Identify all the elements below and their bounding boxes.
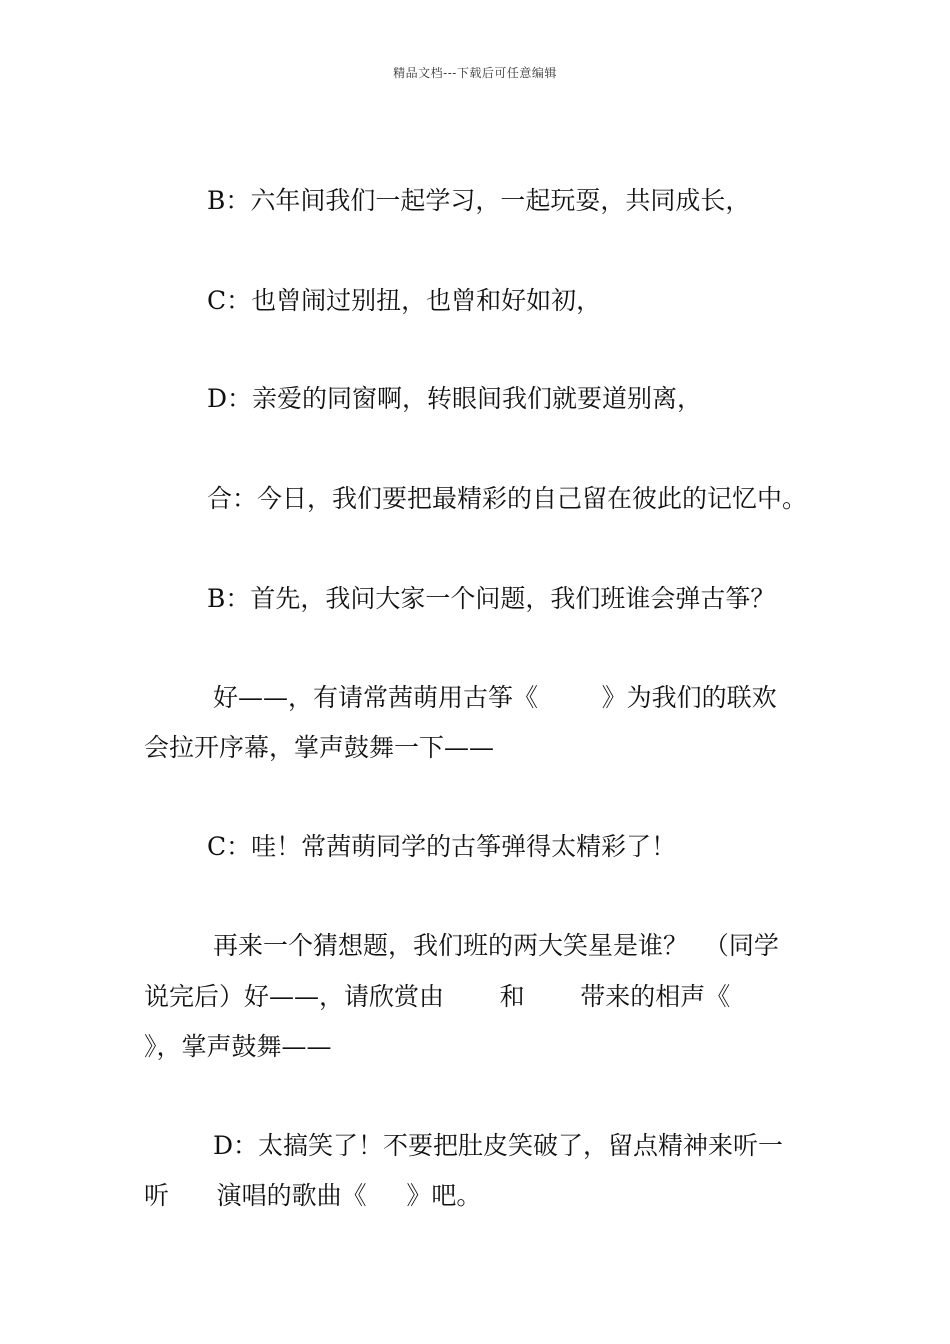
dialogue-line-b1: B：六年间我们一起学习，一起玩耍，共同成长， <box>207 186 751 215</box>
dialogue-line-d2: D：太搞笑了！不要把肚皮笑破了，留点精神来听一 <box>213 1131 784 1160</box>
page-header: 精品文档---下载后可任意编辑 <box>393 66 557 80</box>
paragraph-guzheng-line2: 会拉开序幕，掌声鼓舞一下—— <box>144 733 495 762</box>
dialogue-line-c2: C：哇！常茜萌同学的古筝弹得太精彩了！ <box>207 832 677 861</box>
paragraph-comedy-line1: 再来一个猜想题，我们班的两大笑星是谁？ （同学 <box>213 931 779 960</box>
dialogue-line-d2-cont: 听 演唱的歌曲《 》吧。 <box>144 1181 482 1210</box>
dialogue-line-d1: D：亲爱的同窗啊，转眼间我们就要道别离， <box>207 384 703 413</box>
dialogue-line-b2: B：首先，我问大家一个问题，我们班谁会弹古筝？ <box>207 584 776 613</box>
paragraph-comedy-line3: 》，掌声鼓舞—— <box>144 1032 332 1061</box>
dialogue-line-together: 合：今日，我们要把最精彩的自己留在彼此的记忆中。 <box>207 484 808 513</box>
dialogue-line-c1: C：也曾闹过别扭，也曾和好如初， <box>207 286 602 315</box>
paragraph-guzheng-line1: 好——，有请常茜萌用古筝《 》为我们的联欢 <box>213 683 777 712</box>
paragraph-comedy-line2: 说完后）好——，请欣赏由 和 带来的相声《 <box>144 982 731 1011</box>
